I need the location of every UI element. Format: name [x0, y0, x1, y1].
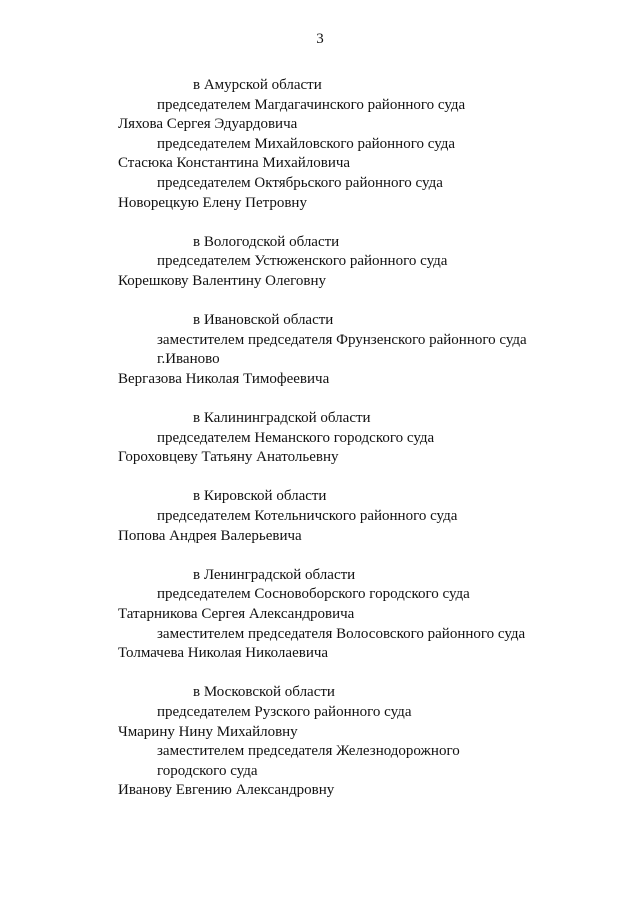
position-line: заместителем председателя Волосовского районного суда — [157, 625, 526, 642]
region-heading: в Московской области — [193, 684, 335, 701]
position-line: заместителем председателя Фрунзенского районного суда — [157, 331, 527, 348]
block-spacer — [0, 468, 640, 488]
appointee-name: Корешкову Валентину Олеговну — [118, 272, 327, 289]
position-line: председателем Котельничского районного суда — [157, 508, 458, 525]
appointee-name: Новорецкую Елену Петровну — [118, 194, 307, 211]
appointee-name: Гороховцеву Татьяну Анатольевну — [118, 449, 339, 466]
appointee-name: Чмарину Нину Михайловну — [118, 723, 298, 740]
block-spacer — [0, 213, 640, 233]
block-spacer — [0, 390, 640, 410]
appointee-name: Попова Андрея Валерьевича — [118, 527, 302, 544]
appointee-name: Стасюка Константина Михайловича — [118, 155, 351, 172]
block-spacer — [0, 546, 640, 566]
appointee-name: Ляхова Сергея Эдуардовича — [118, 116, 298, 133]
region-heading: в Ленинградской области — [193, 566, 356, 583]
position-line: председателем Михайловского районного суда — [157, 135, 456, 152]
position-line: председателем Магдагачинского районного суда — [157, 96, 466, 113]
position-line: председателем Неманского городского суда — [157, 429, 435, 446]
region-heading: в Калининградской области — [193, 410, 371, 427]
appointments-list — [0, 76, 640, 801]
appointee-name: Толмачева Николая Николаевича — [118, 645, 329, 662]
position-line: городского суда — [157, 762, 258, 779]
appointee-name: Иванову Евгению Александровну — [118, 782, 335, 799]
appointee-name: Татарникова Сергея Александровича — [118, 606, 355, 623]
block-spacer — [0, 664, 640, 684]
region-heading: в Ивановской области — [193, 312, 334, 329]
position-line: председателем Октябрьского районного суда — [157, 174, 443, 191]
region-heading: в Вологодской области — [193, 233, 340, 250]
position-line: заместителем председателя Железнодорожного — [157, 743, 460, 760]
position-line: г.Иваново — [157, 351, 220, 368]
page-number: 3 — [316, 31, 324, 47]
position-line: председателем Сосновоборского городского суда — [157, 586, 470, 603]
block-spacer — [0, 292, 640, 312]
region-heading: в Кировской области — [193, 488, 327, 505]
position-line: председателем Устюженского районного суда — [157, 253, 448, 270]
appointee-name: Вергазова Николая Тимофеевича — [118, 370, 330, 387]
region-heading: в Амурской области — [193, 77, 322, 93]
position-line: председателем Рузского районного суда — [157, 704, 412, 720]
